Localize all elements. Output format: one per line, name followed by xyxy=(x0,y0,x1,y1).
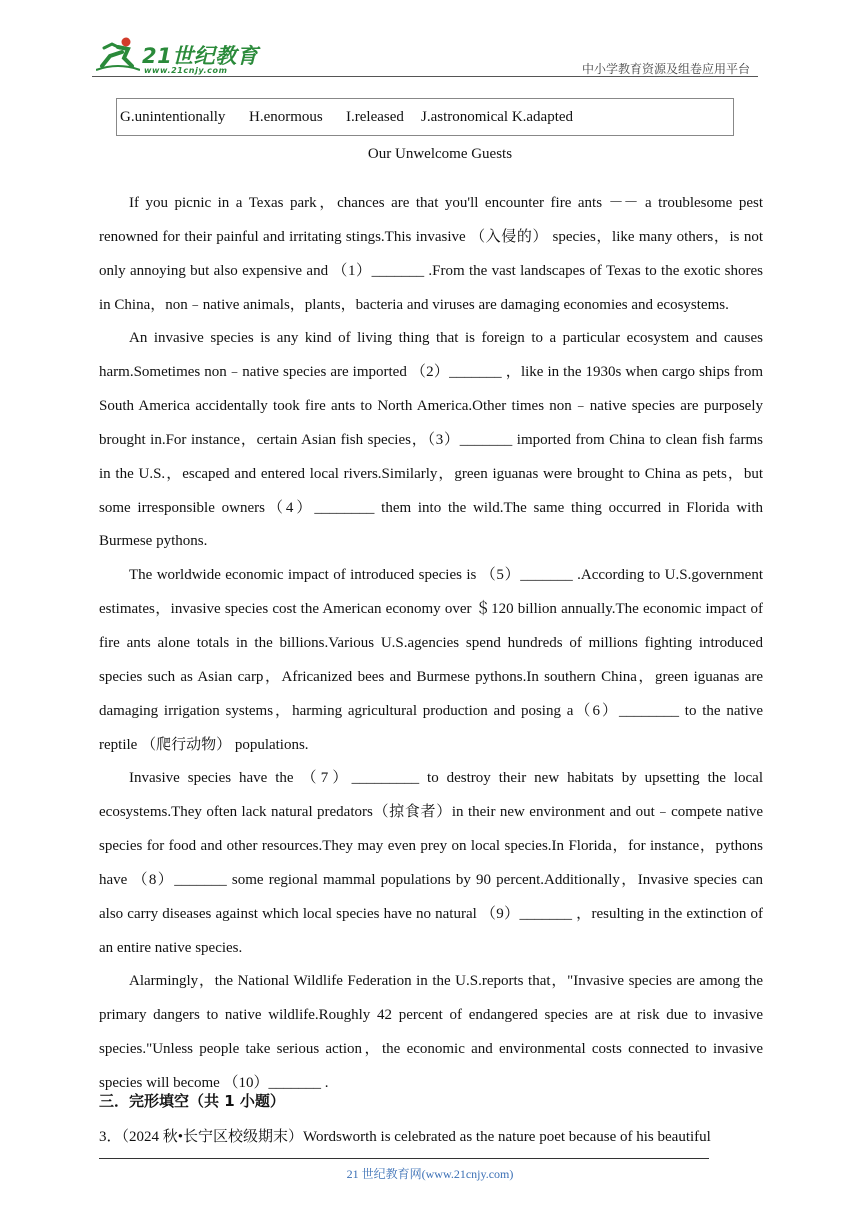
word-options-box xyxy=(116,98,734,136)
paragraph-4: Invasive species have the （7）_________ to destroy their new habitats by upsetting the local ecosystems.They often lack natural predators（掠食者）in their new environment and out﹣compete native species for food and other resources.They may even prey on local species.In Florida，for instance，pythons have （8）_______ some regional mammal populations by 90 percent.Additionally，Invasive species can also carry diseases against which local species have no natural （9）_______ ，resulting in the extinction of an entire native species. xyxy=(99,770,763,956)
header-divider xyxy=(92,76,758,77)
page-header xyxy=(92,30,758,78)
section-heading: 三．完形填空（共 1 小题） xyxy=(99,1092,285,1110)
platform-name: 中小学教育资源及组卷应用平台 xyxy=(581,62,750,76)
option-i: I.released xyxy=(346,109,404,125)
logo-text: 21世纪教育 xyxy=(142,44,259,68)
paragraph-1: If you picnic in a Texas park，chances are that you'll encounter fire ants －－ a troublesome pest renowned for their painful and irritating stings.This invasive （入侵的） species，like many others，is not only annoying but also expensive and （1）_______ .From the vast landscapes of Texas to the exotic shores in China，non﹣native animals，plants，bacteria and viruses are damaging economies and ecosystems. xyxy=(99,195,763,313)
option-j-k: J.astronomical K.adapted xyxy=(421,109,574,125)
paragraph-3: The worldwide economic impact of introduced species is （5）_______ .According to U.S.government estimates，invasive species cost the American economy over ＄120 billion annually.The economic impact of fire ants alone totals in the billions.Various U.S.agencies spend hundreds of millions fighting introduced species such as Asian carp，Africanized bees and Burmese pythons.In southern China，green iguanas are damaging irrigation systems，harming agricultural production and posing a（6）________ to the native reptile （爬行动物） populations. xyxy=(99,567,763,753)
logo-url: www.21cnjy.com xyxy=(144,66,228,75)
question-3: 3．（2024 秋•长宁区校级期末）Wordsworth is celebrated as the nature poet because of his beautiful xyxy=(99,1129,711,1145)
option-g: G.unintentionally xyxy=(120,109,226,125)
footer-divider xyxy=(99,1158,709,1159)
footer-link[interactable]: 21 世纪教育网(www.21cnjy.com) xyxy=(346,1167,514,1181)
passage-title: Our Unwelcome Guests xyxy=(367,146,513,162)
site-logo xyxy=(92,34,262,78)
paragraph-2: An invasive species is any kind of living thing that is foreign to a particular ecosystem and causes harm.Sometimes non﹣native species are imported （2）_______ ，like in the 1930s when cargo ships from South America accidentally took fire ants to North America.Other times non﹣native species are purposely brought in.For instance，certain Asian fish species，（3）_______ imported from China to clean fish farms in the U.S.，escaped and entered local rivers.Similarly，green iguanas were brought to China as pets，but some irresponsible owners（4）________ them into the wild.The same thing occurred in Florida with Burmese pythons. xyxy=(99,330,763,550)
runner-logo-icon xyxy=(96,36,140,72)
paragraph-5: Alarmingly，the National Wildlife Federation in the U.S.reports that，"Invasive species are among the primary dangers to native wildlife.Roughly 42 percent of endangered species are at risk due to invasive species."Unless people take serious action，the economic and environmental costs connected to invasive species will become （10）_______ . xyxy=(99,973,763,1091)
option-h: H.enormous xyxy=(249,109,323,125)
